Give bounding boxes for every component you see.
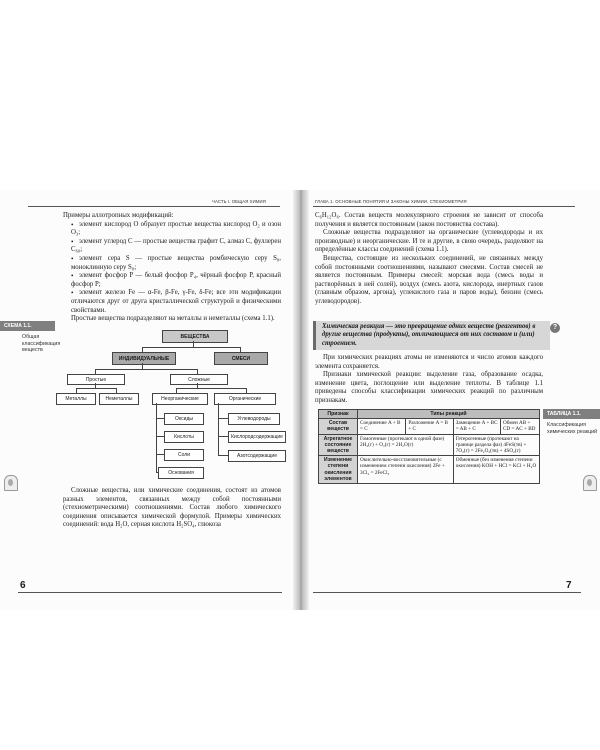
line-to-hydrocarbons bbox=[218, 418, 228, 419]
node-acids: Кислоты bbox=[164, 431, 204, 443]
node-mixtures: СМЕСИ bbox=[214, 352, 268, 365]
bullet-iron: • элемент железо Fe — α-Fe, β-Fe, γ-Fe, δ-Fe; все эти модификации отличаются друг от друга кристаллической структурой и физическими свойствами. bbox=[63, 289, 281, 315]
table-sidebox bbox=[543, 409, 600, 435]
left-head-rule bbox=[28, 206, 280, 207]
right-foot-rule bbox=[313, 592, 581, 593]
row-head-state: Агрегатное состояние веществ bbox=[319, 434, 358, 456]
bullet-sulfur: • элемент сера S — простые вещества ромбическую серу S₈, моноклинную серу S₈; bbox=[63, 255, 281, 272]
right-ornament-icon bbox=[583, 475, 597, 491]
scheme-caption: Общая классификация веществ bbox=[22, 334, 61, 354]
header-sign: Признак bbox=[319, 410, 358, 419]
right-running-head: ГЛАВА 1. ОСНОВНЫЕ ПОНЯТИЯ И ЗАКОНЫ ХИМИИ. СТЕХИОМЕТРИЯ bbox=[315, 199, 467, 204]
table-label: ТАБЛИЦА 1.1. bbox=[543, 409, 600, 419]
bullet-phosphorus: • элемент фосфор P — белый фосфор P₄, чёрный фосфор P, красный фосфор P; bbox=[63, 272, 281, 289]
node-organic: Органические bbox=[214, 393, 276, 405]
cell-redox: Окислительно-восстановительные (с изменением степени окисления) 2Fe + 3Cl₂ = 2FeCl₃ bbox=[358, 456, 454, 484]
allotropes-block bbox=[63, 212, 281, 324]
node-nitrogen-containing: Азотсодержащие bbox=[228, 450, 286, 462]
bullet-carbon: • элемент углерод C — простые вещества графит C, алмаз C, фуллерен C₆₀; bbox=[63, 238, 281, 255]
bullet-oxygen: • элемент кислород O образует простые вещества кислород O₂ и озон O₃; bbox=[63, 221, 281, 238]
cell-decomposition: Разложение A = B + C bbox=[406, 419, 453, 434]
table-caption: Классификация химических реакций bbox=[547, 422, 598, 435]
question-icon: ? bbox=[550, 323, 560, 333]
table-row bbox=[319, 456, 540, 484]
node-nonmetals: Неметаллы bbox=[99, 393, 139, 405]
para-atoms: При химических реакциях атомы не изменяются и число атомов каждого элемента сохраняется. bbox=[315, 354, 543, 370]
line-to-nitrogen-containing bbox=[218, 455, 228, 456]
node-individual: ИНДИВИДУАЛЬНЫЕ bbox=[112, 352, 176, 365]
simple-division-text: Простые вещества подразделяют на металлы и неметаллы (схема 1.1). bbox=[71, 315, 275, 323]
left-ornament-icon bbox=[4, 475, 18, 491]
left-page-number: 6 bbox=[20, 580, 26, 591]
node-oxides: Оксиды bbox=[164, 413, 204, 425]
node-complex: Сложные bbox=[170, 374, 228, 385]
book-gutter bbox=[293, 190, 309, 610]
scheme-label: СХЕМА 1.1. bbox=[0, 321, 55, 331]
line-root-bar bbox=[142, 347, 240, 348]
node-inorganic: Неорганические bbox=[152, 393, 208, 405]
right-page-number: 7 bbox=[566, 580, 572, 591]
node-metals: Металлы bbox=[56, 393, 96, 405]
cell-exchange: Обмен AB + CD = AC + BD bbox=[501, 419, 540, 434]
para-constant-composition: C₆H₁₂O₆. Состав веществ молекулярного строения не зависит от способа получения и является постоянным (закон постоянства состава). bbox=[315, 212, 543, 228]
header-types: Типы реакций bbox=[358, 410, 540, 419]
cell-exchange-nonredox: Обменные (без изменения степени окисления) KOH + HCl = KCl + H₂O bbox=[453, 456, 539, 484]
line-organic-trunk bbox=[218, 403, 219, 456]
reactions-table bbox=[318, 409, 540, 484]
node-simple: Простые bbox=[67, 374, 125, 385]
node-hydrocarbons: Углеводороды bbox=[228, 413, 280, 425]
line-to-salts bbox=[156, 454, 164, 455]
line-inorganic-trunk-ext bbox=[156, 403, 157, 473]
table-row bbox=[319, 434, 540, 456]
cell-combination: Соединение A + B = C bbox=[358, 419, 406, 434]
node-substances: ВЕЩЕСТВА bbox=[162, 330, 228, 343]
definition-box: Химическая реакция — это превращение одних веществ (реагентов) в другие вещества (продукты), отличающиеся от них составом и (или) строением. bbox=[313, 321, 550, 350]
node-bases: Основания bbox=[158, 467, 204, 479]
allotropes-title: Примеры аллотропных модификаций: bbox=[63, 212, 174, 219]
line-individual-bar bbox=[95, 369, 197, 370]
right-head-rule bbox=[313, 206, 575, 207]
left-running-head: ЧАСТЬ I. ОБЩАЯ ХИМИЯ bbox=[212, 199, 266, 204]
para-mixtures: Вещества, состоящие из нескольких соединений, не связанных между собой постоянными соотношениями, называют смесями. Состав смесей не является постоянным. Примеры смесей: морская вода (смесь воды и растворённых в ней солей), воздух (смесь азота, кислорода, инертных газов (главным образом, аргона), углекислого газа и паров воды), бензин (смесь углеводородов). bbox=[315, 254, 543, 305]
line-complex-bar bbox=[176, 388, 246, 389]
para-classification: Сложные вещества подразделяют на органические (углеводороды и их производные) и неорганические. И те и другие, в свою очередь, разделяют на определённые классы соединений (схема 1.1). bbox=[315, 229, 543, 254]
row-head-oxidation: Изменение степени окисления элементов bbox=[319, 456, 358, 484]
scheme-sidebox bbox=[0, 321, 61, 354]
cell-substitution: Замещение A + BC = AB + C bbox=[453, 419, 500, 434]
line-simple-bar bbox=[76, 388, 116, 389]
cell-homogeneous: Гомогенные (протекают в одной фазе) 2H₂(г) + O₂(г) = 2H₂O(г) bbox=[358, 434, 454, 456]
row-head-composition: Состав веществ bbox=[319, 419, 358, 434]
line-to-oxides bbox=[156, 418, 164, 419]
table-header-row bbox=[319, 410, 540, 419]
complex-paragraph: Сложные вещества, или химические соединения, состоят из атомов разных элементов, связанных между собой постоянными (стехиометрическими) соотношениями. Состав любого химического соединения описывается химической формулой. Примеры химических соединений: вода H₂O, серная кислота H₂SO₄, глюкоза bbox=[63, 487, 281, 529]
line-to-acids bbox=[156, 436, 164, 437]
node-salts: Соли bbox=[164, 449, 204, 461]
right-text-block bbox=[315, 212, 543, 307]
node-oxygen-containing: Кислородсодержащие bbox=[228, 431, 286, 443]
complex-paragraph-block bbox=[63, 487, 281, 530]
line-to-oxygen-containing bbox=[218, 436, 228, 437]
right-text-block-2 bbox=[315, 354, 543, 406]
para-signs: Признаки химической реакции: выделение газа, образование осадка, изменение цвета, поглощение или выделение теплоты. В таблице 1.1 приведены способы классификации химических реакций по различным признакам. bbox=[315, 371, 543, 404]
table-row bbox=[319, 419, 540, 434]
left-foot-rule bbox=[18, 592, 282, 593]
cell-heterogeneous: Гетерогенные (протекают на границе раздела фаз) 4FeS(тв) + 7O₂(г) = 2Fe₂O₃(тв) + 4SO₂(г) bbox=[453, 434, 539, 456]
